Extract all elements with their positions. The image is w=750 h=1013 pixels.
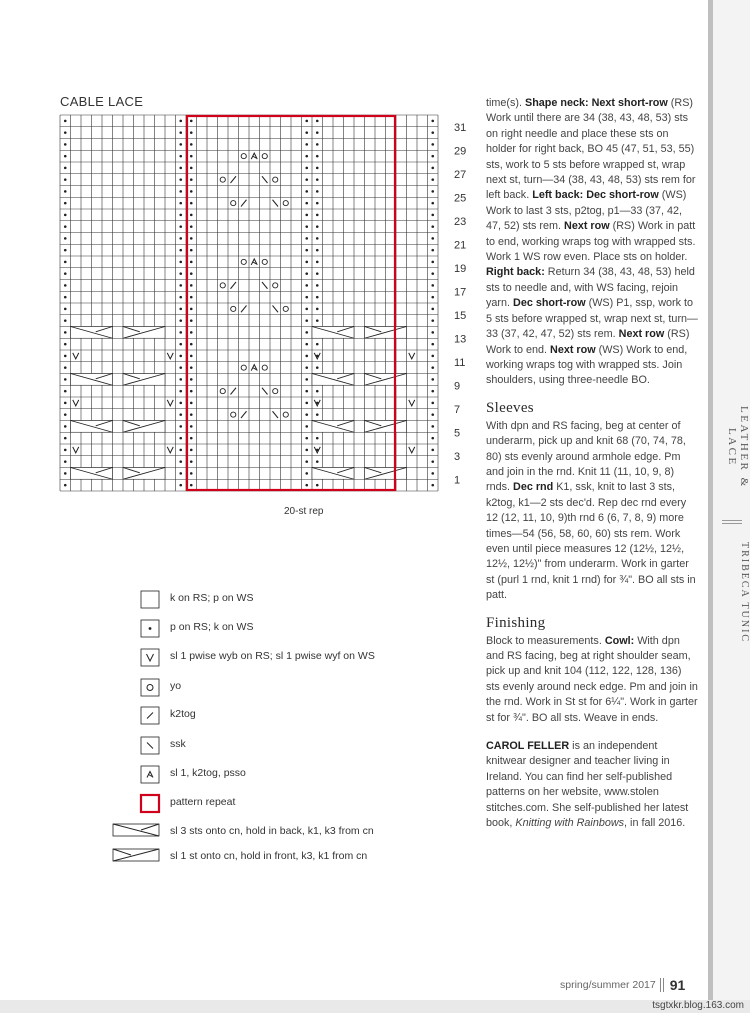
legend-label: sl 1 st onto cn, hold in front, k3, k1 from cn: [170, 850, 368, 862]
purl-dot: [64, 425, 67, 428]
purl-dot: [305, 225, 308, 228]
purl-dot: [179, 131, 182, 134]
k2tog-symbol: [231, 282, 237, 289]
legend-label: sl 3 sts onto cn, hold in back, k1, k3 from cn: [170, 825, 374, 837]
purl-dot: [64, 402, 67, 405]
purl-dot: [64, 249, 67, 252]
designer-bio: CAROL FELLER is an independent knitwear designer and teacher living in Ireland. You can find her self-published patterns on her website, www.stolen stitches.com. She self-published her latest book, Knitting with Rainbows, in fall 2016.: [486, 740, 689, 830]
slip-symbol: [167, 400, 173, 406]
slip-symbol: [409, 353, 415, 359]
purl-dot: [179, 190, 182, 193]
purl-dot: [305, 484, 308, 487]
legend-label: ssk: [170, 738, 186, 750]
cable-back-icon: [110, 823, 162, 843]
side-tab-divider: [722, 520, 742, 524]
article-name: TRIBECA TUNIC: [739, 542, 750, 644]
purl-dot: [316, 390, 319, 393]
purl-dot: [64, 261, 67, 264]
purl-dot: [64, 449, 67, 452]
purl-dot: [190, 155, 193, 158]
purl-dot: [316, 167, 319, 170]
purl-dot: [179, 366, 182, 369]
purl-dot: [305, 261, 308, 264]
purl-dot: [190, 437, 193, 440]
k2tog-symbol: [241, 306, 247, 313]
yo-symbol: [241, 259, 246, 264]
page-footer: [560, 977, 685, 993]
row-number: 5: [454, 427, 461, 440]
purl-dot: [431, 155, 434, 158]
legend-item: [110, 619, 430, 639]
purl-dot: [64, 131, 67, 134]
sk2p-icon: [110, 765, 162, 785]
purl-dot: [316, 190, 319, 193]
purl-dot: [179, 261, 182, 264]
purl-dot: [179, 214, 182, 217]
purl-dot: [179, 225, 182, 228]
purl-dot: [190, 413, 193, 416]
purl-dot: [179, 402, 182, 405]
k2tog-icon: [110, 706, 162, 726]
purl-dot: [64, 143, 67, 146]
purl-dot: [64, 120, 67, 123]
purl-dot: [64, 202, 67, 205]
purl-dot: [431, 167, 434, 170]
pattern-instructions: [486, 96, 698, 831]
purl-dot: [316, 225, 319, 228]
yo-symbol: [220, 389, 225, 394]
purl-dot: [305, 155, 308, 158]
purl-dot: [316, 308, 319, 311]
purl-dot: [431, 460, 434, 463]
purl-dot: [179, 472, 182, 475]
purl-dot: [316, 284, 319, 287]
purl-dot: [179, 355, 182, 358]
purl-dot: [64, 308, 67, 311]
slip-symbol: [73, 400, 79, 406]
yo-symbol: [273, 389, 278, 394]
row-number: 31: [454, 121, 467, 134]
purl-dot: [316, 484, 319, 487]
finishing-heading: Finishing: [486, 614, 546, 631]
purl-dot: [305, 190, 308, 193]
purl-dot: [305, 131, 308, 134]
purl-dot: [64, 484, 67, 487]
purl-dot: [64, 355, 67, 358]
purl-dot: [316, 296, 319, 299]
purl-dot: [190, 449, 193, 452]
purl-dot: [190, 484, 193, 487]
purl-dot: [305, 366, 308, 369]
purl-dot: [305, 402, 308, 405]
purl-dot: [190, 272, 193, 275]
purl-dot: [305, 319, 308, 322]
purl-dot: [431, 225, 434, 228]
purl-dot: [431, 343, 434, 346]
purl-dot: [305, 214, 308, 217]
row-number: 11: [454, 356, 466, 369]
yo-symbol: [262, 365, 267, 370]
repeat-label: 20-st rep: [284, 506, 324, 517]
purl-dot: [179, 284, 182, 287]
legend-item: [110, 648, 430, 668]
purl-dot: [431, 214, 434, 217]
ssk-symbol: [273, 200, 279, 207]
purl-dot: [305, 437, 308, 440]
purl-dot: [431, 284, 434, 287]
purl-dot: [305, 355, 308, 358]
purl-dot: [431, 237, 434, 240]
purl-dot: [64, 378, 67, 381]
yo-symbol: [241, 154, 246, 159]
purl-dot: [431, 378, 434, 381]
purl-dot: [316, 131, 319, 134]
row-number: 3: [454, 450, 461, 463]
purl-dot: [431, 272, 434, 275]
legend-label: sl 1, k2tog, psso: [170, 767, 246, 779]
purl-dot: [179, 378, 182, 381]
sk2p-symbol: [251, 153, 257, 159]
ssk-symbol: [273, 411, 279, 418]
purl-dot: [179, 308, 182, 311]
ssk-icon: [110, 736, 162, 756]
slip-symbol: [409, 447, 415, 453]
legend-item: [110, 848, 430, 868]
yo-symbol: [262, 154, 267, 159]
purl-dot: [190, 120, 193, 123]
purl-dot: [179, 249, 182, 252]
purl-dot: [190, 237, 193, 240]
purl-dot: [431, 413, 434, 416]
purl-dot: [305, 296, 308, 299]
purl-dot: [179, 237, 182, 240]
purl-dot: [64, 178, 67, 181]
purl-dot: [316, 319, 319, 322]
repeat-icon: [110, 794, 162, 814]
knit-icon: [110, 590, 162, 610]
purl-dot: [316, 413, 319, 416]
purl-dot: [190, 331, 193, 334]
purl-dot: [431, 131, 434, 134]
purl-dot: [305, 378, 308, 381]
purl-dot: [316, 366, 319, 369]
purl-dot: [305, 449, 308, 452]
yo-symbol: [231, 201, 236, 206]
yo-symbol: [241, 365, 246, 370]
purl-dot: [64, 472, 67, 475]
page-number: 91: [669, 977, 686, 993]
ssk-symbol: [262, 282, 268, 289]
sleeves-paragraph: With dpn and RS facing, beg at center of underarm, pick up and knit 68 (70, 74, 78, 80) sts evenly around armhole edge. Pm and join in the rnd. Knit 11 (11, 10, 9, 8) rnds. Dec rnd K1, ssk, knit to last 3 sts, k2tog, k1—2 sts dec'd. Rep dec rnd every 12 (12, 11, 10, 9)th rnd 6 (6, 7, 8, 9) more times—54 (56, 58, 60, 60) sts rem. Work even until piece measures 12 (12½, 12½, 12½, 12½)" from underarm. Work in garter st (purl 1 rnd, knit 1 rnd) for ¾". BO all sts in patt.: [486, 419, 696, 602]
legend-item: [110, 590, 430, 610]
purl-dot: [431, 249, 434, 252]
purl-dot: [305, 460, 308, 463]
purl-dot: [431, 366, 434, 369]
purl-dot: [305, 343, 308, 346]
slip-symbol: [73, 353, 79, 359]
yo-symbol: [273, 177, 278, 182]
purl-dot: [305, 272, 308, 275]
purl-dot: [305, 249, 308, 252]
purl-dot: [64, 225, 67, 228]
purl-dot: [305, 331, 308, 334]
purl-dot: [64, 343, 67, 346]
row-number: 29: [454, 145, 467, 158]
purl-dot: [316, 272, 319, 275]
slip-symbol: [73, 447, 79, 453]
purl-dot: [64, 155, 67, 158]
purl-dot: [190, 214, 193, 217]
row-number: 13: [454, 333, 467, 346]
purl-dot: [305, 413, 308, 416]
yo-symbol: [283, 306, 288, 311]
purl-dot: [431, 308, 434, 311]
purl-dot: [431, 437, 434, 440]
purl-dot: [316, 214, 319, 217]
purl-dot: [179, 413, 182, 416]
purl-dot: [64, 284, 67, 287]
purl-dot: [190, 390, 193, 393]
row-number: 15: [454, 309, 467, 322]
purl-dot: [190, 143, 193, 146]
purl-dot: [179, 202, 182, 205]
purl-dot: [179, 437, 182, 440]
k2tog-symbol: [241, 200, 247, 207]
row-number: 19: [454, 262, 467, 275]
watermark: tsgtxkr.blog.163.com: [652, 1000, 744, 1011]
purl-dot: [179, 343, 182, 346]
purl-dot: [190, 296, 193, 299]
purl-dot: [64, 460, 67, 463]
purl-dot: [431, 261, 434, 264]
purl-dot: [316, 261, 319, 264]
purl-dot: [305, 167, 308, 170]
purl-dot: [431, 178, 434, 181]
purl-dot: [305, 143, 308, 146]
purl-dot: [431, 296, 434, 299]
purl-dot: [64, 437, 67, 440]
purl-dot: [190, 308, 193, 311]
footer-divider: [660, 978, 664, 992]
purl-dot: [316, 237, 319, 240]
purl-dot: [190, 261, 193, 264]
purl-dot: [64, 366, 67, 369]
purl-dot: [431, 484, 434, 487]
purl-dot: [64, 296, 67, 299]
purl-dot: [190, 225, 193, 228]
purl-dot: [190, 425, 193, 428]
legend-item: [110, 794, 430, 814]
k2tog-symbol: [241, 411, 247, 418]
k2tog-symbol: [231, 388, 237, 395]
purl-dot: [64, 413, 67, 416]
sleeves-heading: Sleeves: [486, 399, 534, 416]
cable-lace-chart: [0, 0, 470, 500]
purl-dot: [316, 178, 319, 181]
purl-dot: [179, 143, 182, 146]
purl-dot: [190, 202, 193, 205]
legend-item: [110, 823, 430, 843]
chart-title: CABLE LACE: [60, 94, 144, 109]
purl-dot: [179, 331, 182, 334]
legend-label: pattern repeat: [170, 796, 236, 808]
legend-item: [110, 736, 430, 756]
purl-dot: [316, 120, 319, 123]
purl-dot: [64, 319, 67, 322]
purl-dot: [179, 319, 182, 322]
purl-dot: [190, 343, 193, 346]
row-number: 21: [454, 239, 467, 252]
side-tab: [708, 0, 750, 1000]
row-number: 7: [454, 403, 461, 416]
row-number: 27: [454, 168, 467, 181]
purl-dot: [431, 355, 434, 358]
purl-dot: [431, 120, 434, 123]
purl-dot: [431, 402, 434, 405]
purl-dot: [179, 484, 182, 487]
row-number: 1: [454, 474, 461, 487]
cable-front-icon: [110, 848, 162, 868]
slip-symbol: [167, 447, 173, 453]
purl-dot: [64, 331, 67, 334]
yo-symbol: [283, 201, 288, 206]
slip-icon: [110, 648, 162, 668]
ssk-symbol: [273, 306, 279, 313]
row-number: 23: [454, 215, 467, 228]
purl-dot: [179, 155, 182, 158]
purl-dot: [190, 460, 193, 463]
purl-dot: [316, 343, 319, 346]
row-number: 17: [454, 286, 467, 299]
purl-dot: [431, 425, 434, 428]
purl-dot: [179, 390, 182, 393]
purl-dot: [305, 425, 308, 428]
sk2p-symbol: [251, 259, 257, 265]
purl-dot: [431, 449, 434, 452]
purl-dot: [316, 460, 319, 463]
purl-dot: [316, 155, 319, 158]
yo-symbol: [220, 177, 225, 182]
purl-dot: [305, 390, 308, 393]
purl-dot: [190, 402, 193, 405]
legend-item: [110, 765, 430, 785]
purl-dot: [305, 120, 308, 123]
purl-dot: [179, 449, 182, 452]
purl-dot: [305, 472, 308, 475]
section-name: LEATHER & LACE: [726, 406, 750, 489]
purl-dot: [64, 390, 67, 393]
row-number: 25: [454, 192, 467, 205]
purl-dot: [316, 437, 319, 440]
purl-dot: [316, 202, 319, 205]
yo-symbol: [273, 283, 278, 288]
purl-dot: [305, 237, 308, 240]
legend-item: [110, 706, 430, 726]
purl-dot: [431, 331, 434, 334]
purl-dot: [64, 272, 67, 275]
purl-dot: [190, 131, 193, 134]
purl-dot: [179, 178, 182, 181]
legend-label: k on RS; p on WS: [170, 592, 254, 604]
purl-dot: [190, 355, 193, 358]
legend-label: p on RS; k on WS: [170, 621, 254, 633]
purl-dot: [305, 202, 308, 205]
ssk-symbol: [262, 176, 268, 183]
purl-dot: [190, 319, 193, 322]
purl-dot: [179, 425, 182, 428]
purl-dot: [190, 178, 193, 181]
legend-label: k2tog: [170, 708, 196, 720]
yo-icon: [110, 678, 162, 698]
yo-symbol: [283, 412, 288, 417]
purl-dot: [179, 296, 182, 299]
purl-dot: [64, 214, 67, 217]
yo-symbol: [231, 306, 236, 311]
purl-dot: [305, 284, 308, 287]
neck-shaping-paragraph: time(s). Shape neck: Next short-row (RS) Work until there are 34 (38, 43, 48, 53) sts on right needle and place these sts on holder for right back, BO 45 (47, 51, 53, 55) sts, work to 5 sts before wrapped st, wrap next st, turn—34 (38, 43, 48, 53) sts rem for left back. Left back: Dec short-row (WS) Work to last 3 sts, p2tog, p1—33 (37, 42, 47, 52) sts rem. Next row (RS) Work in patt to end, working wraps tog with wrapped sts. Work 1 WS row even. Place sts on holder. Right back: Return 34 (38, 43, 48, 53) held sts to needle and, with WS facing, rejoin yarn. Dec short-row (WS) P1, ssp, work to 5 sts before wrapped st, wrap next st, turn—33 (37, 42, 47, 52) sts rem. Next row (RS) Work to end. Next row (WS) Work to end, working wraps tog with wrapped sts. Join shoulders, using three-needle BO.: [486, 97, 698, 387]
purl-dot: [316, 143, 319, 146]
legend-item: [110, 678, 430, 698]
purl-dot: [64, 190, 67, 193]
purl-dot: [64, 237, 67, 240]
purl-dot: [316, 249, 319, 252]
yo-symbol: [220, 283, 225, 288]
purl-dot: [190, 167, 193, 170]
purl-dot: [431, 319, 434, 322]
purl-dot: [431, 390, 434, 393]
slip-symbol: [167, 353, 173, 359]
purl-dot: [190, 366, 193, 369]
sk2p-symbol: [251, 365, 257, 371]
yo-symbol: [262, 259, 267, 264]
purl-dot: [64, 167, 67, 170]
purl-dot: [190, 378, 193, 381]
purl-dot: [179, 167, 182, 170]
yo-symbol: [231, 412, 236, 417]
issue-label: spring/summer 2017: [560, 978, 656, 991]
purl-dot: [431, 143, 434, 146]
purl-dot: [431, 202, 434, 205]
purl-dot: [305, 308, 308, 311]
purl-dot: [190, 190, 193, 193]
legend-label: yo: [170, 680, 182, 692]
purl-dot: [179, 120, 182, 123]
purl-dot: [190, 249, 193, 252]
purl-dot: [431, 472, 434, 475]
purl-dot: [190, 284, 193, 287]
row-number: 9: [454, 380, 461, 393]
purl-dot: [190, 472, 193, 475]
finishing-paragraph: Block to measurements. Cowl: With dpn and RS facing, beg at right shoulder seam, pick up and knit 104 (112, 122, 128, 136) sts evenly around neck edge. Pm and join in the rnd. Work in St st for 6¼". Work in garter st for ¾". BO all sts. Weave in ends.: [486, 634, 698, 724]
k2tog-symbol: [231, 176, 237, 183]
purl-dot: [305, 178, 308, 181]
legend-label: sl 1 pwise wyb on RS; sl 1 pwise wyf on WS: [170, 650, 375, 662]
ssk-symbol: [262, 388, 268, 395]
purl-dot: [179, 272, 182, 275]
purl-dot: [431, 190, 434, 193]
purl-icon: [110, 619, 162, 639]
slip-symbol: [409, 400, 415, 406]
watermark-bar: [0, 1000, 750, 1013]
purl-dot: [179, 460, 182, 463]
